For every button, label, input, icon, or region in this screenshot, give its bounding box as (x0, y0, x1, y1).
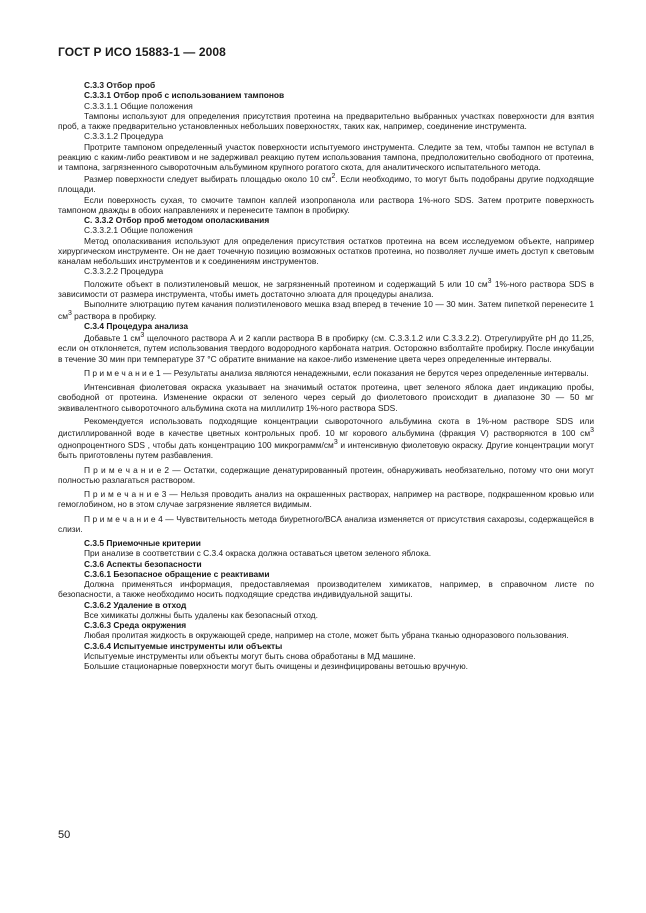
paragraph: Тампоны используют для определения присутствия протеина на предварительно выбранных участках поверхности для взятия проб, а также предварительно установленных небольших поверхностях, таких как, например, соединение инструмента. (58, 110, 594, 131)
section-heading: С.3.6.4 Испытуемые инструменты или объекты (84, 640, 283, 651)
paragraph: Протрите тампоном определенный участок поверхности испытуемого инструмента. Следите за тем, чтобы тампон не вступал в реакцию с каким-либо реактивом и не задерживал реакцию путем использования тампона, предположительно свободного от протеина, и тампона, загрязненного сывороточным альбумином крупного рогатого скота, для аналитического испытательного метода. (58, 141, 594, 172)
note: П р и м е ч а н и е 1 — Результаты анализа являются ненадежными, если показания не берутся через определенные интервалы. (84, 367, 589, 378)
paragraph: Метод ополаскивания используют для определения присутствия остатков протеина на всем исследуемом объекте, например хирургическом инструменте. Он не дает точечную позицию возможных остатков протеина, но позволяет лучше иметь доступ к световым каналам небольших инструментов и к соединениям инструментов. (58, 235, 594, 267)
paragraph: Размер поверхности следует выбирать площадью около 10 $см^2$. Если необходимо, то могут быть подобраны другие подходящие площади. (58, 173, 594, 195)
section-heading: С.3.3.1 Отбор проб с использованием тампонов (84, 90, 285, 101)
paragraph: Должна применяться информация, предоставляемая производителем химикатов, например, в справочном листе по безопасности, а также необходимо носить подходящие средства индивидуальной защиты. (58, 579, 594, 600)
paragraph: Добавьте 1 $см^3$ щелочного раствора А и 2 капли раствора В в пробирку (см. С.3.3.1.2 или С.3.3.2.2). Отрегулируйте рН до 11,25, если он отклоняется, путем использования твердого водородного карбоната натрия. Осторожно взболтайте пробирку. После инкубации в течение 30 мин при температуре 37 °С обратите внимание на какое-либо изменение цвета через определенные интервалы. (58, 332, 594, 364)
section-heading: С.3.6 Аспекты безопасности (84, 558, 202, 569)
section-heading: С.3.6.3 Среда окружения (84, 620, 187, 631)
section-heading: С.3.5 Приемочные критерии (84, 538, 201, 549)
subsection-heading: С.3.3.2.2 Процедура (84, 266, 164, 277)
paragraph: Любая пролитая жидкость в окружающей среде, например на столе, может быть убрана тканью одноразового пользования. (84, 630, 569, 641)
note: П р и м е ч а н и е 3 — Нельзя проводить анализ на окрашенных растворах, например на растворе, подкрашенном кровью или гемоглобином, но в этом случае загрязнение является видимым. (58, 489, 594, 510)
paragraph: Положите объект в полиэтиленовый мешок, не загрязненный протеином и содержащий 5 или 10 $см^3$ 1%-ного раствора SDS в зависимости от размера инструмента, чтобы иметь достаточно элюата для процедуры анализа. (58, 277, 594, 299)
section-heading: С. 3.3.2 Отбор проб методом ополаскивания (84, 215, 270, 226)
paragraph: Все химикаты должны быть удалены как безопасный отход. (84, 609, 318, 620)
section-heading: С.3.6.1 Безопасное обращение с реактивами (84, 568, 270, 579)
paragraph: Испытуемые инструменты или объекты могут быть снова обработаны в МД машине. (84, 650, 416, 661)
page-number: 50 (58, 829, 71, 841)
document-body (58, 80, 594, 671)
subsection-heading: С.3.3.1.2 Процедура (84, 131, 164, 142)
paragraph: Интенсивная фиолетовая окраска указывает на значимый остаток протеина, цвет зеленого яблока дает индикацию пробы, свободной от протеина. Изменение окраски от зеленого через серый до фиолетового происходит в диапазоне 30 — 50 мг эквивалентного сывороточного альбумина скота на миллилитр 1%-ного раствора SDS. (58, 382, 594, 413)
note: П р и м е ч а н и е 2 — Остатки, содержащие денатурированный протеин, обнаруживать необязательно, потому что они могут полностью разлагаться раствором. (58, 464, 594, 485)
subsection-heading: С.3.3.2.1 Общие положения (84, 225, 193, 236)
paragraph: Большие стационарные поверхности могут быть очищены и дезинфицированы ветошью вручную. (84, 661, 468, 672)
section-heading: С.3.3 Отбор проб (84, 80, 156, 90)
subsection-heading: С.3.3.1.1 Общие положения (84, 100, 193, 111)
document-header: ГОСТ Р ИСО 15883-1 — 2008 (58, 45, 226, 59)
note: П р и м е ч а н и е 4 — Чувствительность метода биуретного/ВСА анализа изменяется от присутствия сахарозы, содержащейся в слизи. (58, 513, 594, 534)
paragraph: При анализе в соответствии с С.3.4 окраска должна оставаться цветом зеленого яблока. (84, 548, 432, 559)
paragraph: Выполните элютрацию путем качания полиэтиленового мешка взад вперед в течение 10 — 30 мин. Затем пипеткой перенесите 1 $см^3$ раствора в пробирку. (58, 298, 594, 321)
section-heading: С.3.6.2 Удаление в отход (84, 599, 187, 610)
paragraph: Рекомендуется использовать подходящие концентрации сывороточного альбумина скота в 1%-ном растворе SDS или дистиллированной воде в качестве цветных контрольных проб. 10 мг корового альбумина (фракция V) растворяются в 100 $см^3$ однопроцентного SDS , чтобы дать концентрацию 100 микрограмм/$см^3$ и интенсивную фиолетовую окраску. Другие концентрации могут быть приготовлены путем разбавления. (58, 415, 594, 461)
section-heading: С.3.4 Процедура анализа (84, 321, 189, 332)
paragraph: Если поверхность сухая, то смочите тампон каплей изопропанола или раствора 1%-ного SDS. Затем протрите поверхность тампоном дважды в обоих направлениях и перенесите тампон в пробирку. (58, 194, 594, 215)
